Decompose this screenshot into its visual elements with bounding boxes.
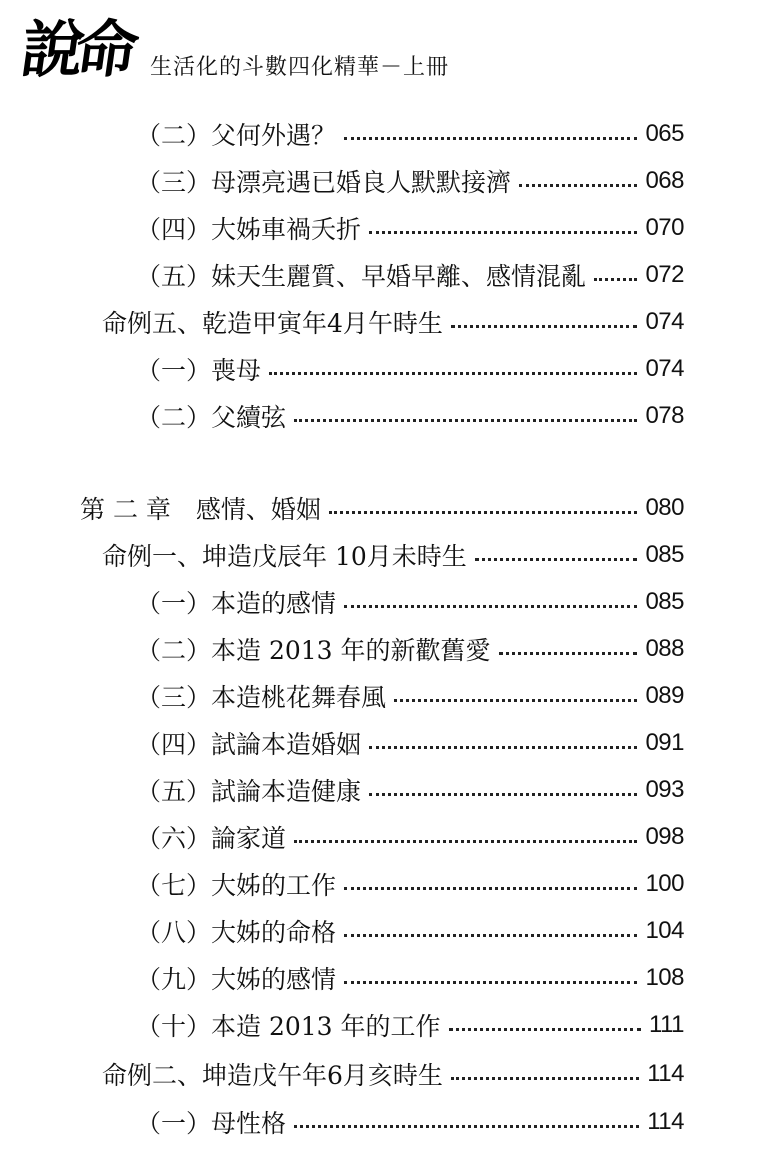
toc-entry [136, 1102, 684, 1142]
toc-entry-page: 088 [645, 635, 684, 662]
toc-entry-page: 072 [645, 261, 684, 288]
toc-entry-page: 108 [645, 964, 684, 991]
toc-entry-page: 104 [645, 917, 684, 944]
dot-leader [499, 652, 638, 655]
toc-entry [136, 911, 684, 951]
toc-entry-title: （四）大姊車禍夭折 [136, 215, 362, 244]
toc-entry [136, 349, 684, 389]
dot-leader [294, 419, 637, 422]
toc-entry-page: 085 [645, 588, 684, 615]
dot-leader [475, 558, 638, 561]
toc-entry [136, 864, 684, 904]
toc-entry [102, 302, 684, 342]
toc-entry [136, 114, 684, 154]
toc-entry [136, 255, 684, 295]
toc-entry [136, 676, 684, 716]
toc-entry-page: 100 [645, 870, 684, 897]
toc-entry-page: 070 [645, 214, 684, 241]
toc-entry [102, 1054, 684, 1094]
toc-entry-page: 085 [645, 541, 684, 568]
dot-leader [294, 1125, 639, 1128]
toc-entry-title: 命例一、坤造戊辰年 10月未時生 [102, 542, 467, 571]
toc-entry-title: （一）喪母 [136, 356, 262, 385]
dot-leader [369, 793, 637, 796]
book-logo: 說命 [16, 13, 136, 86]
toc-entry-title: 第 二 章 感情、婚姻 [80, 495, 321, 524]
toc-entry [102, 535, 684, 575]
dot-leader [344, 981, 637, 984]
toc-entry-page: 114 [647, 1060, 684, 1087]
toc-entry [136, 208, 684, 248]
toc-entry-page: 091 [645, 729, 684, 756]
toc-entry-title: （五）試論本造健康 [136, 777, 362, 806]
toc-entry-page: 098 [645, 823, 684, 850]
dot-leader [294, 840, 637, 843]
book-subtitle: 生活化的斗數四化精華－上冊 [150, 55, 450, 80]
toc-entry-title: 命例二、坤造戊午年6月亥時生 [102, 1061, 443, 1090]
toc-entry [136, 770, 684, 810]
dot-leader [344, 934, 637, 937]
toc-entry-title: （八）大姊的命格 [136, 918, 337, 947]
toc-entry-page: 111 [649, 1011, 684, 1038]
toc-entry [136, 958, 684, 998]
toc-entry-page: 078 [645, 402, 684, 429]
toc-entry-title: （二）父續弦 [136, 403, 287, 432]
dot-leader [344, 887, 637, 890]
toc-entry [136, 582, 684, 622]
toc-entry-page: 080 [645, 494, 684, 521]
dot-leader [369, 231, 637, 234]
toc-entry-title: （三）母漂亮遇已婚良人默默接濟 [136, 168, 512, 197]
toc-entry-title: （五）妹天生麗質、早婚早離、感情混亂 [136, 262, 587, 291]
toc-entry [136, 396, 684, 436]
toc-entry-title: （三）本造桃花舞春風 [136, 683, 387, 712]
toc-entry-title: 命例五、乾造甲寅年4月午時生 [102, 309, 443, 338]
toc-entry-page: 065 [645, 120, 684, 147]
toc-entry-page: 074 [645, 308, 684, 335]
toc-entry-title: （十）本造 2013 年的工作 [136, 1012, 441, 1041]
dot-leader [449, 1028, 641, 1031]
toc-entry-page: 089 [645, 682, 684, 709]
dot-leader [369, 746, 637, 749]
toc-entry [136, 629, 684, 669]
toc-entry-page: 093 [645, 776, 684, 803]
toc-entry-title: （二）父何外遇？ [136, 121, 337, 150]
toc-entry-title: （九）大姊的感情 [136, 965, 337, 994]
toc-entry-page: 114 [647, 1108, 684, 1135]
dot-leader [519, 184, 637, 187]
toc-entry [136, 1005, 684, 1045]
dot-leader [594, 278, 637, 281]
toc-entry-title: （七）大姊的工作 [136, 871, 337, 900]
toc-entry [136, 817, 684, 857]
toc-entry-title: （四）試論本造婚姻 [136, 730, 362, 759]
toc-entry-title: （六）論家道 [136, 824, 287, 853]
toc-entry-page: 068 [645, 167, 684, 194]
toc-entry-title: （二）本造 2013 年的新歡舊愛 [136, 636, 491, 665]
toc-entry-title: （一）本造的感情 [136, 589, 337, 618]
dot-leader [451, 1077, 639, 1080]
toc-chapter-entry [80, 488, 684, 528]
dot-leader [344, 605, 637, 608]
dot-leader [269, 372, 637, 375]
dot-leader [451, 325, 638, 328]
dot-leader [344, 137, 637, 140]
page-header [16, 8, 762, 98]
toc-entry-page: 074 [645, 355, 684, 382]
toc-entry [136, 723, 684, 763]
toc-entry [136, 161, 684, 201]
toc-entry-title: （一）母性格 [136, 1109, 287, 1138]
dot-leader [394, 699, 637, 702]
dot-leader [329, 511, 638, 514]
